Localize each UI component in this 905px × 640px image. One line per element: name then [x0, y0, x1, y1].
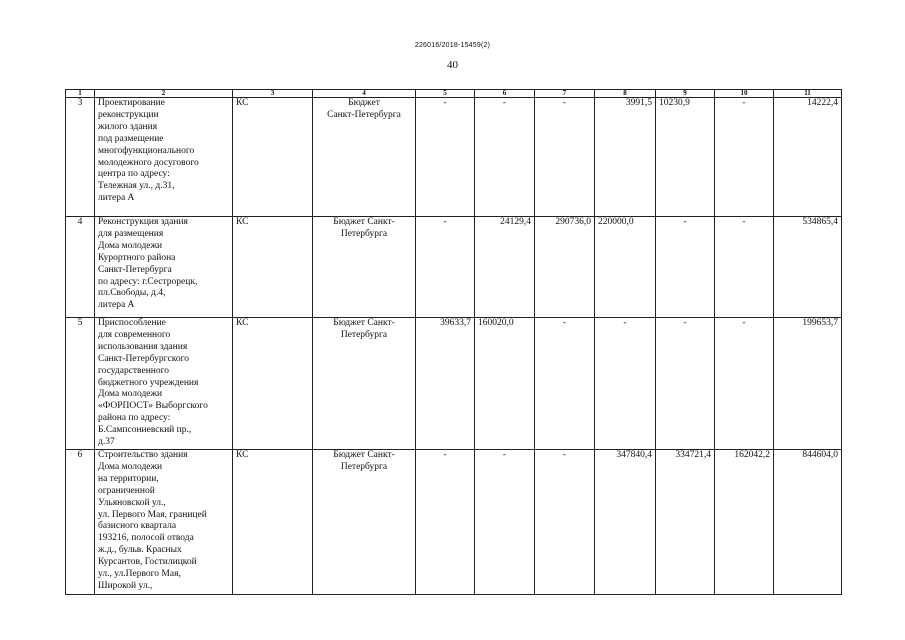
amount-cell: 162042,2	[715, 449, 774, 594]
amount-cell: -	[416, 449, 475, 594]
amount-cell: -	[535, 449, 595, 594]
object-name-line: для современного	[98, 329, 171, 340]
row-number: 6	[66, 449, 95, 594]
funding-source-line: Бюджет Санкт-	[333, 217, 395, 227]
amount-cell: -	[656, 318, 715, 450]
amount-cell: -	[416, 98, 475, 217]
amount-cell: 220000,0	[595, 217, 656, 318]
funding-source-line: Санкт-Петербурга	[327, 109, 401, 120]
object-name-line: Реконструкция здания	[98, 217, 188, 227]
program-table	[65, 89, 842, 595]
column-header: 7	[535, 90, 595, 98]
table-row	[66, 217, 842, 318]
object-name-line: литера А	[98, 300, 135, 311]
funding-source-line: Бюджет	[348, 98, 380, 108]
object-name-line: жилого здания	[98, 121, 158, 132]
object-name-line: государственного	[98, 365, 170, 376]
total-cell: 844604,0	[774, 449, 842, 594]
column-header: 3	[233, 90, 313, 98]
amount-cell: -	[475, 98, 535, 217]
object-name-line: многофункционального	[98, 145, 195, 156]
amount-cell: 347840,4	[595, 449, 656, 594]
object-name-line: базисного квартала	[98, 521, 177, 532]
amount-cell: -	[475, 449, 535, 594]
object-name-line: «ФОРПОСТ» Выборгского	[98, 401, 208, 412]
expense-code: КС	[233, 217, 313, 318]
row-number: 5	[66, 318, 95, 450]
amount-cell: 24129,4	[475, 217, 535, 318]
object-name-line: Тележная ул., д.31,	[98, 181, 175, 192]
page-number: 40	[447, 59, 458, 71]
column-header: 2	[95, 90, 233, 98]
object-name	[95, 217, 233, 318]
column-header: 11	[774, 90, 842, 98]
column-header: 10	[715, 90, 774, 98]
object-name-line: Курсантов, Гостилицкой	[98, 557, 197, 568]
funding-source-line: Петербурга	[340, 228, 388, 239]
funding-source-line: Бюджет Санкт-	[333, 318, 395, 328]
column-header: 9	[656, 90, 715, 98]
object-name-line: литера А	[98, 193, 135, 204]
object-name-line: Санкт-Петербургского	[98, 353, 190, 364]
object-name-line: Ульяновской ул.,	[98, 497, 166, 508]
object-name-line: Приспособление	[98, 318, 166, 328]
object-name-line: Б.Сампсониевский пр.,	[98, 425, 192, 436]
column-header: 4	[313, 90, 416, 98]
object-name-line: ул., ул.Первого Мая,	[98, 569, 181, 580]
object-name-line: центра по адресу:	[98, 169, 170, 180]
object-name	[95, 98, 233, 217]
object-name-line: под размещение	[98, 133, 164, 144]
amount-cell: -	[535, 98, 595, 217]
funding-source	[313, 449, 416, 594]
object-name-line: Дома молодежи	[98, 389, 163, 400]
funding-source	[313, 217, 416, 318]
amount-cell: -	[715, 98, 774, 217]
object-name-line: молодежного досугового	[98, 157, 199, 168]
total-cell: 199653,7	[774, 318, 842, 450]
column-header: 1	[66, 90, 95, 98]
amount-cell: -	[416, 217, 475, 318]
object-name-line: ж.д., бульв. Красных	[98, 545, 182, 556]
object-name-line: района по адресу:	[98, 413, 171, 424]
object-name	[95, 449, 233, 594]
object-name-line: по адресу: г.Сестрорецк,	[98, 276, 198, 287]
amount-cell: -	[656, 217, 715, 318]
amount-cell: 290736,0	[535, 217, 595, 318]
object-name-line: использования здания	[98, 341, 188, 352]
table-row	[66, 98, 842, 217]
object-name-line: Строительство здания	[98, 449, 188, 460]
row-number: 3	[66, 98, 95, 217]
column-header: 8	[595, 90, 656, 98]
document-id: 226016/2018-15459(2)	[414, 42, 491, 49]
amount-cell: 10230,9	[656, 98, 715, 217]
amount-cell: -	[535, 318, 595, 450]
object-name-line: пл.Свободы, д.4,	[98, 288, 166, 299]
object-name-line: ограниченной	[98, 485, 155, 496]
table-row	[66, 449, 842, 594]
object-name-line: Дома молодежи	[98, 240, 163, 251]
object-name-line: Проектирование	[98, 98, 165, 108]
expense-code: КС	[233, 98, 313, 217]
object-name-line: ул. Первого Мая, границей	[98, 509, 207, 520]
amount-cell: 160020,0	[475, 318, 535, 450]
total-cell: 534865,4	[774, 217, 842, 318]
object-name-line: Широкой ул.,	[98, 580, 153, 591]
object-name-line: для размещения	[98, 228, 164, 239]
object-name-line: 193216, полосой отвода	[98, 533, 194, 544]
expense-code: КС	[233, 318, 313, 450]
amount-cell: 3991,5	[595, 98, 656, 217]
column-number-row	[66, 90, 842, 98]
funding-source	[313, 318, 416, 450]
funding-source-line: Петербурга	[340, 329, 388, 340]
column-header: 6	[475, 90, 535, 98]
object-name-line: Санкт-Петербурга	[98, 264, 172, 275]
total-cell: 14222,4	[774, 98, 842, 217]
amount-cell: 39633,7	[416, 318, 475, 450]
funding-source-line: Петербурга	[340, 461, 388, 472]
object-name-line: на территории,	[98, 473, 159, 484]
funding-source-line: Бюджет Санкт-	[333, 449, 395, 460]
row-number: 4	[66, 217, 95, 318]
amount-cell: -	[715, 318, 774, 450]
amount-cell: -	[595, 318, 656, 450]
expense-code: КС	[233, 449, 313, 594]
object-name-line: Дома молодежи	[98, 461, 163, 472]
funding-source	[313, 98, 416, 217]
amount-cell: 334721,4	[656, 449, 715, 594]
amount-cell: -	[715, 217, 774, 318]
object-name-line: д.37	[98, 437, 115, 448]
object-name-line: Курортного района	[98, 252, 176, 263]
object-name-line: реконструкции	[98, 109, 159, 120]
column-header: 5	[416, 90, 475, 98]
object-name	[95, 318, 233, 450]
table-row	[66, 318, 842, 450]
object-name-line: бюджетного учреждения	[98, 377, 199, 388]
